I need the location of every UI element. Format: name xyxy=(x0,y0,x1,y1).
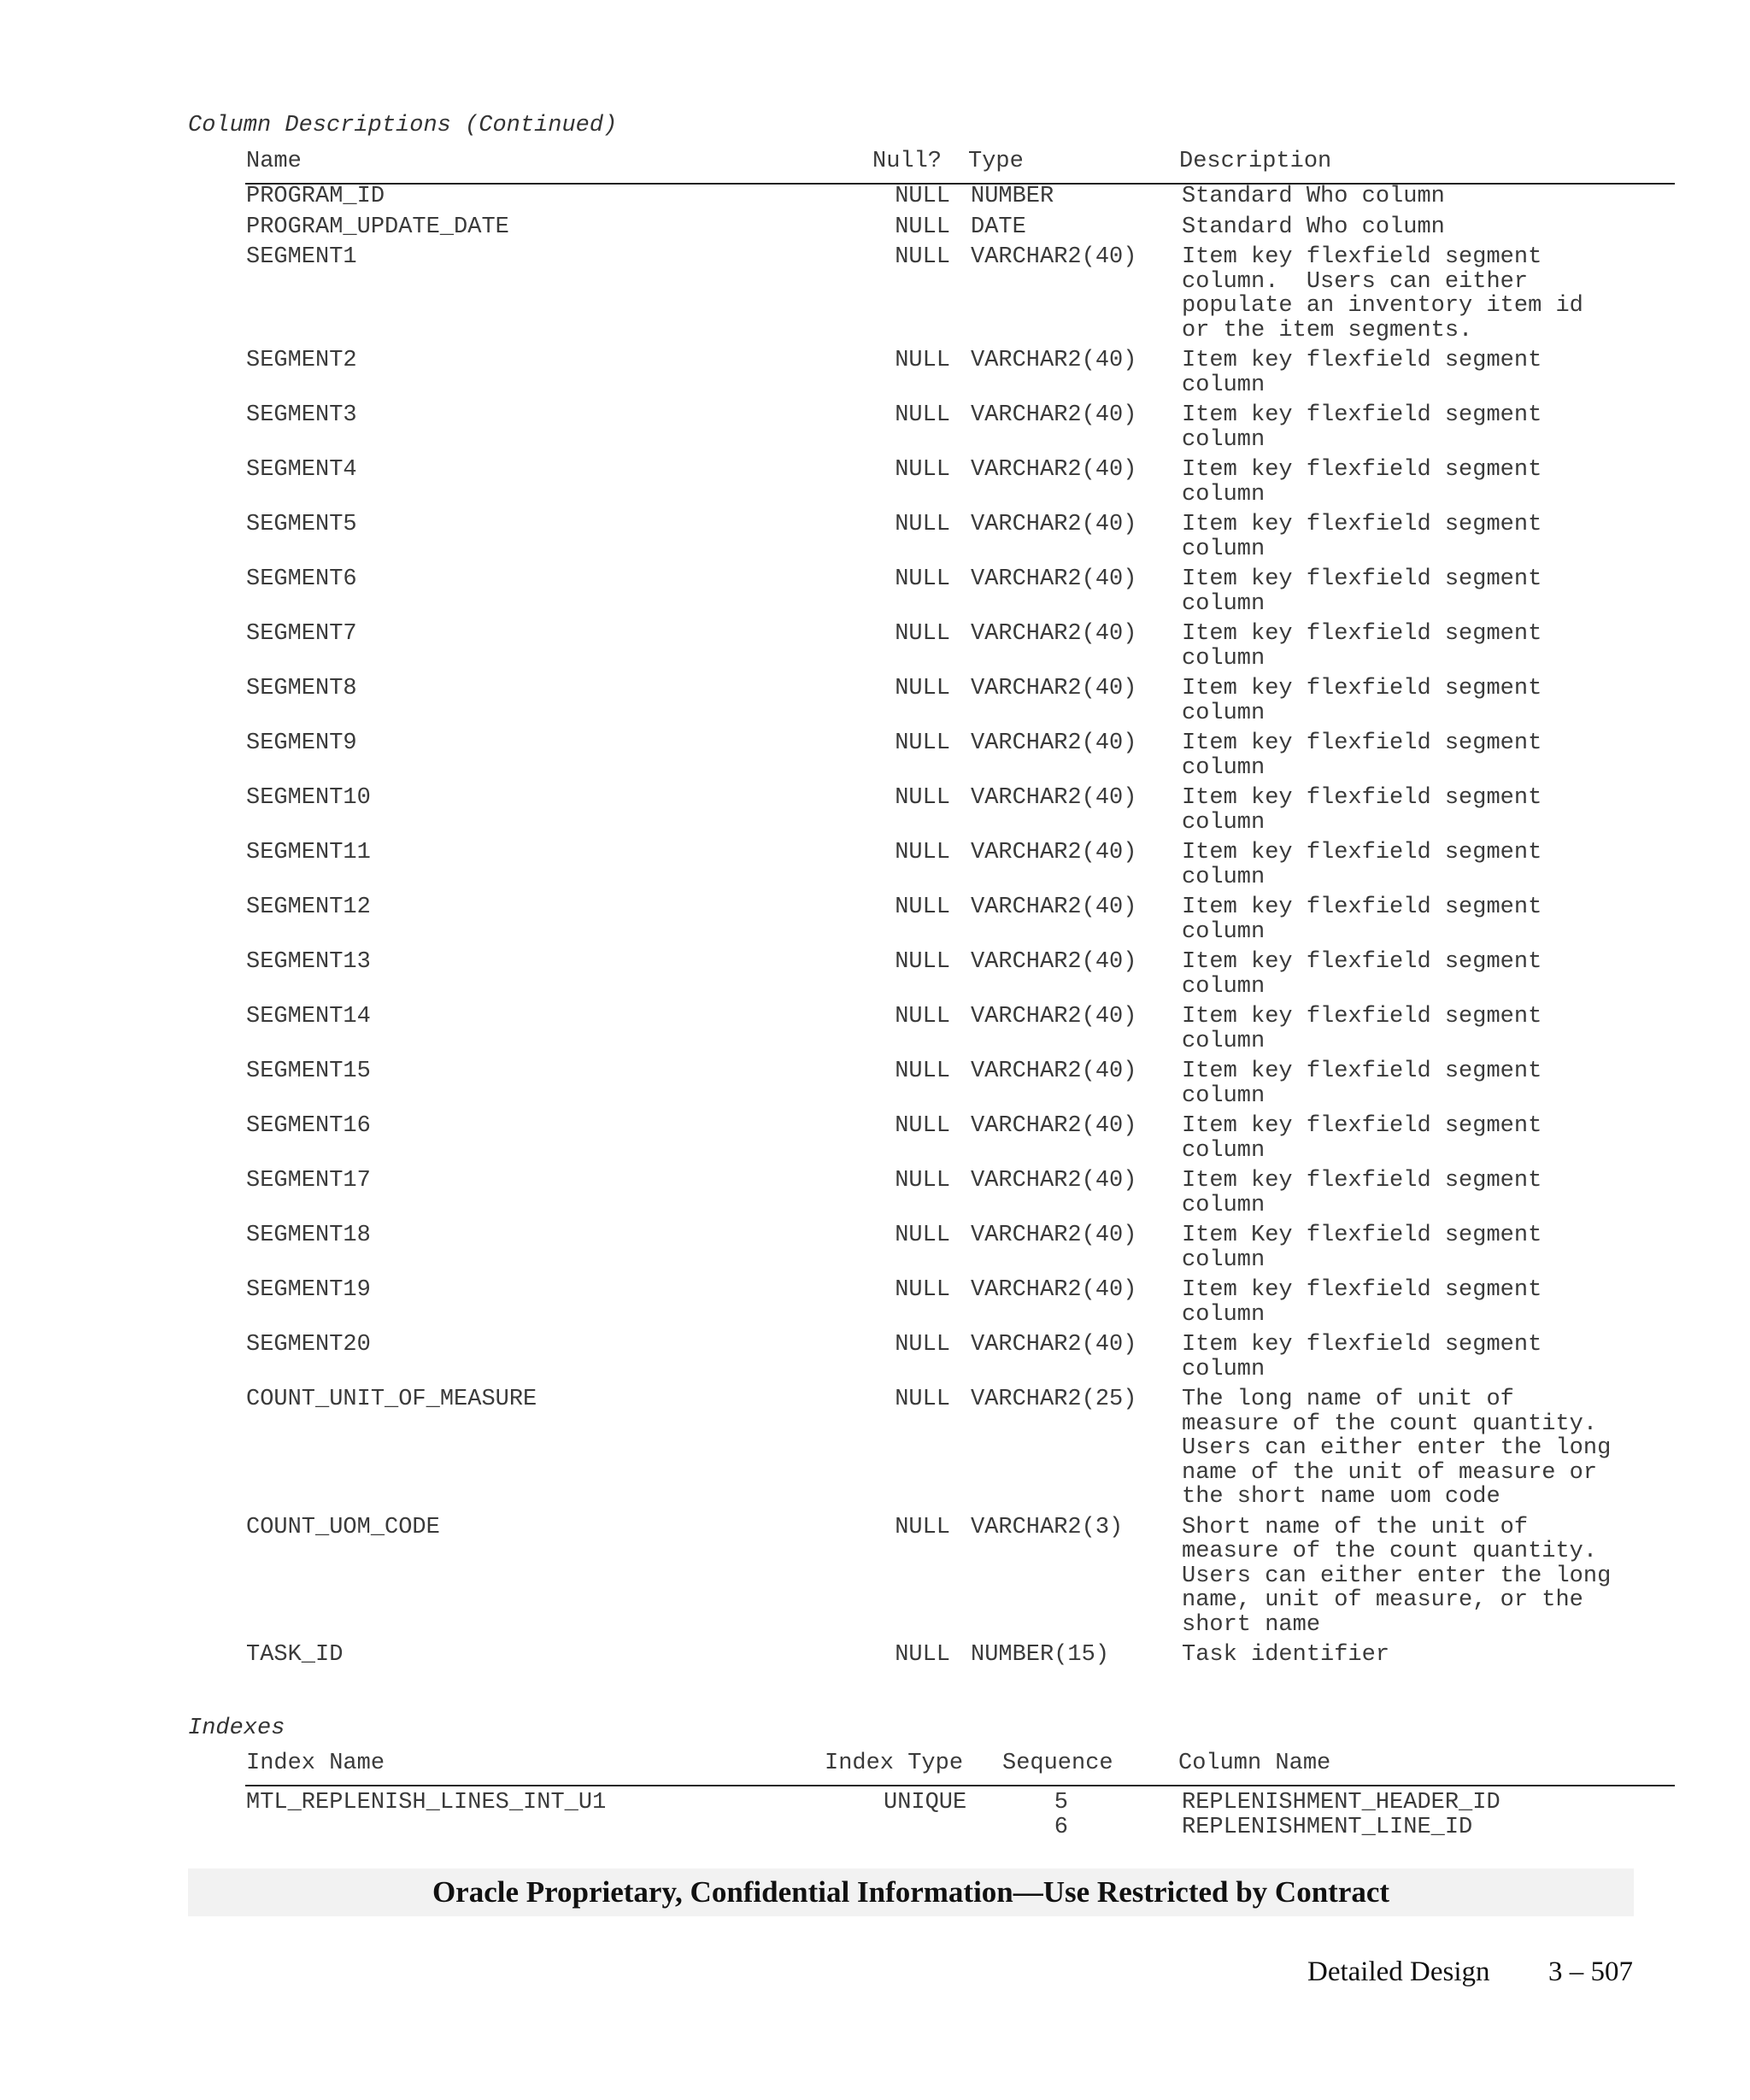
type-cell: VARCHAR2(40) xyxy=(971,895,1137,920)
type-cell: VARCHAR2(40) xyxy=(971,1113,1137,1139)
description-cell: Standard Who column xyxy=(1182,184,1445,209)
column-name-cell: COUNT_UOM_CODE xyxy=(246,1514,440,1540)
type-cell: VARCHAR2(40) xyxy=(971,1059,1137,1084)
description-cell: Item key flexfield segment column xyxy=(1182,730,1542,781)
header-null: Null? xyxy=(872,149,943,174)
type-cell: VARCHAR2(40) xyxy=(971,512,1137,537)
type-cell: VARCHAR2(40) xyxy=(971,840,1137,865)
description-cell: Item key flexfield segment column xyxy=(1182,1059,1542,1109)
type-cell: VARCHAR2(40) xyxy=(971,244,1137,270)
type-cell: NUMBER xyxy=(971,184,1054,209)
index-column-cell: REPLENISHMENT_HEADER_ID xyxy=(1182,1790,1500,1816)
sequence-cell: 6 xyxy=(1054,1814,1068,1840)
column-descriptions-title: Column Descriptions (Continued) xyxy=(188,113,618,138)
type-cell: VARCHAR2(40) xyxy=(971,566,1137,592)
index-table-header xyxy=(245,1745,1675,1786)
confidential-notice: Oracle Proprietary, Confidential Information––Use Restricted by Contract xyxy=(432,1875,1390,1909)
description-cell: Task identifier xyxy=(1182,1642,1390,1668)
null-cell: NULL xyxy=(895,512,950,537)
type-cell: VARCHAR2(40) xyxy=(971,785,1137,811)
type-cell: VARCHAR2(40) xyxy=(971,402,1137,428)
column-name-cell: SEGMENT3 xyxy=(246,402,357,428)
type-cell: VARCHAR2(40) xyxy=(971,949,1137,975)
description-cell: Item key flexfield segment column xyxy=(1182,402,1542,453)
null-cell: NULL xyxy=(895,1113,950,1139)
null-cell: NULL xyxy=(895,676,950,701)
sequence-cell: 5 xyxy=(1054,1790,1068,1816)
description-cell: Item key flexfield segment column xyxy=(1182,1332,1542,1382)
null-cell: NULL xyxy=(895,244,950,270)
column-name-cell: TASK_ID xyxy=(246,1642,344,1668)
null-cell: NULL xyxy=(895,1332,950,1358)
column-name-cell: SEGMENT2 xyxy=(246,348,357,373)
description-cell: Item Key flexfield segment column xyxy=(1182,1223,1542,1273)
column-name-cell: SEGMENT17 xyxy=(246,1168,371,1194)
description-cell: Item key flexfield segment column xyxy=(1182,457,1542,507)
column-name-cell: SEGMENT19 xyxy=(246,1277,371,1303)
description-cell: Item key flexfield segment column xyxy=(1182,621,1542,672)
column-name-cell: SEGMENT13 xyxy=(246,949,371,975)
header-sequence: Sequence xyxy=(1002,1751,1113,1776)
column-name-cell: SEGMENT10 xyxy=(246,785,371,811)
column-name-cell: COUNT_UNIT_OF_MEASURE xyxy=(246,1387,537,1412)
null-cell: NULL xyxy=(895,1514,950,1540)
null-cell: NULL xyxy=(895,785,950,811)
null-cell: NULL xyxy=(895,1004,950,1029)
header-description: Description xyxy=(1179,149,1332,174)
column-name-cell: SEGMENT8 xyxy=(246,676,357,701)
header-column-name: Column Name xyxy=(1178,1751,1331,1776)
null-cell: NULL xyxy=(895,1277,950,1303)
null-cell: NULL xyxy=(895,949,950,975)
type-cell: VARCHAR2(40) xyxy=(971,1332,1137,1358)
null-cell: NULL xyxy=(895,1168,950,1194)
type-cell: VARCHAR2(40) xyxy=(971,1168,1137,1194)
description-cell: Item key flexfield segment column xyxy=(1182,1004,1542,1054)
null-cell: NULL xyxy=(895,566,950,592)
description-cell: Item key flexfield segment column xyxy=(1182,512,1542,562)
type-cell: VARCHAR2(25) xyxy=(971,1387,1137,1412)
description-cell: Item key flexfield segment column xyxy=(1182,676,1542,726)
section-name: Detailed Design xyxy=(1307,1956,1490,1987)
description-cell: The long name of unit of measure of the count quantity. Users can either enter the long name of the unit of measure or the short name uom code xyxy=(1182,1387,1612,1510)
null-cell: NULL xyxy=(895,1059,950,1084)
null-cell: NULL xyxy=(895,621,950,647)
description-cell: Item key flexfield segment column xyxy=(1182,840,1542,890)
column-name-cell: SEGMENT14 xyxy=(246,1004,371,1029)
description-cell: Item key flexfield segment column xyxy=(1182,949,1542,1000)
type-cell: VARCHAR2(40) xyxy=(971,730,1137,756)
description-cell: Item key flexfield segment column xyxy=(1182,785,1542,836)
header-type: Type xyxy=(968,149,1024,174)
type-cell: VARCHAR2(40) xyxy=(971,1223,1137,1248)
index-column-cell: REPLENISHMENT_LINE_ID xyxy=(1182,1814,1473,1840)
column-name-cell: PROGRAM_UPDATE_DATE xyxy=(246,214,509,240)
column-name-cell: SEGMENT16 xyxy=(246,1113,371,1139)
description-cell: Item key flexfield segment column xyxy=(1182,566,1542,617)
index-name-cell: MTL_REPLENISH_LINES_INT_U1 xyxy=(246,1790,607,1816)
type-cell: VARCHAR2(40) xyxy=(971,1277,1137,1303)
null-cell: NULL xyxy=(895,457,950,483)
column-name-cell: SEGMENT9 xyxy=(246,730,357,756)
null-cell: NULL xyxy=(895,214,950,240)
description-cell: Standard Who column xyxy=(1182,214,1445,240)
column-name-cell: SEGMENT15 xyxy=(246,1059,371,1084)
column-name-cell: SEGMENT18 xyxy=(246,1223,371,1248)
null-cell: NULL xyxy=(895,730,950,756)
description-cell: Item key flexfield segment column. Users can either populate an inventory item id or the item segments. xyxy=(1182,244,1583,343)
type-cell: VARCHAR2(40) xyxy=(971,621,1137,647)
type-cell: VARCHAR2(40) xyxy=(971,1004,1137,1029)
header-name: Name xyxy=(246,149,302,174)
description-cell: Item key flexfield segment column xyxy=(1182,1277,1542,1328)
column-name-cell: PROGRAM_ID xyxy=(246,184,385,209)
type-cell: VARCHAR2(40) xyxy=(971,348,1137,373)
description-cell: Short name of the unit of measure of the count quantity. Users can either enter the long name, unit of measure, or the short name xyxy=(1182,1514,1612,1638)
description-cell: Item key flexfield segment column xyxy=(1182,895,1542,945)
null-cell: NULL xyxy=(895,1642,950,1668)
column-name-cell: SEGMENT5 xyxy=(246,512,357,537)
column-table-header xyxy=(245,144,1675,185)
indexes-title: Indexes xyxy=(188,1716,285,1741)
null-cell: NULL xyxy=(895,840,950,865)
column-name-cell: SEGMENT4 xyxy=(246,457,357,483)
type-cell: VARCHAR2(40) xyxy=(971,676,1137,701)
column-name-cell: SEGMENT11 xyxy=(246,840,371,865)
null-cell: NULL xyxy=(895,348,950,373)
header-index-type: Index Type xyxy=(825,1751,964,1776)
column-name-cell: SEGMENT7 xyxy=(246,621,357,647)
column-name-cell: SEGMENT1 xyxy=(246,244,357,270)
description-cell: Item key flexfield segment column xyxy=(1182,348,1542,398)
null-cell: NULL xyxy=(895,895,950,920)
type-cell: DATE xyxy=(971,214,1026,240)
null-cell: NULL xyxy=(895,184,950,209)
column-name-cell: SEGMENT20 xyxy=(246,1332,371,1358)
description-cell: Item key flexfield segment column xyxy=(1182,1168,1542,1218)
index-type-cell: UNIQUE xyxy=(884,1790,967,1816)
type-cell: VARCHAR2(40) xyxy=(971,457,1137,483)
page-number: 3 – 507 xyxy=(1548,1956,1633,1987)
header-index-name: Index Name xyxy=(246,1751,385,1776)
null-cell: NULL xyxy=(895,1387,950,1412)
type-cell: VARCHAR2(3) xyxy=(971,1514,1124,1540)
null-cell: NULL xyxy=(895,402,950,428)
type-cell: NUMBER(15) xyxy=(971,1642,1110,1668)
column-name-cell: SEGMENT6 xyxy=(246,566,357,592)
description-cell: Item key flexfield segment column xyxy=(1182,1113,1542,1164)
column-name-cell: SEGMENT12 xyxy=(246,895,371,920)
null-cell: NULL xyxy=(895,1223,950,1248)
